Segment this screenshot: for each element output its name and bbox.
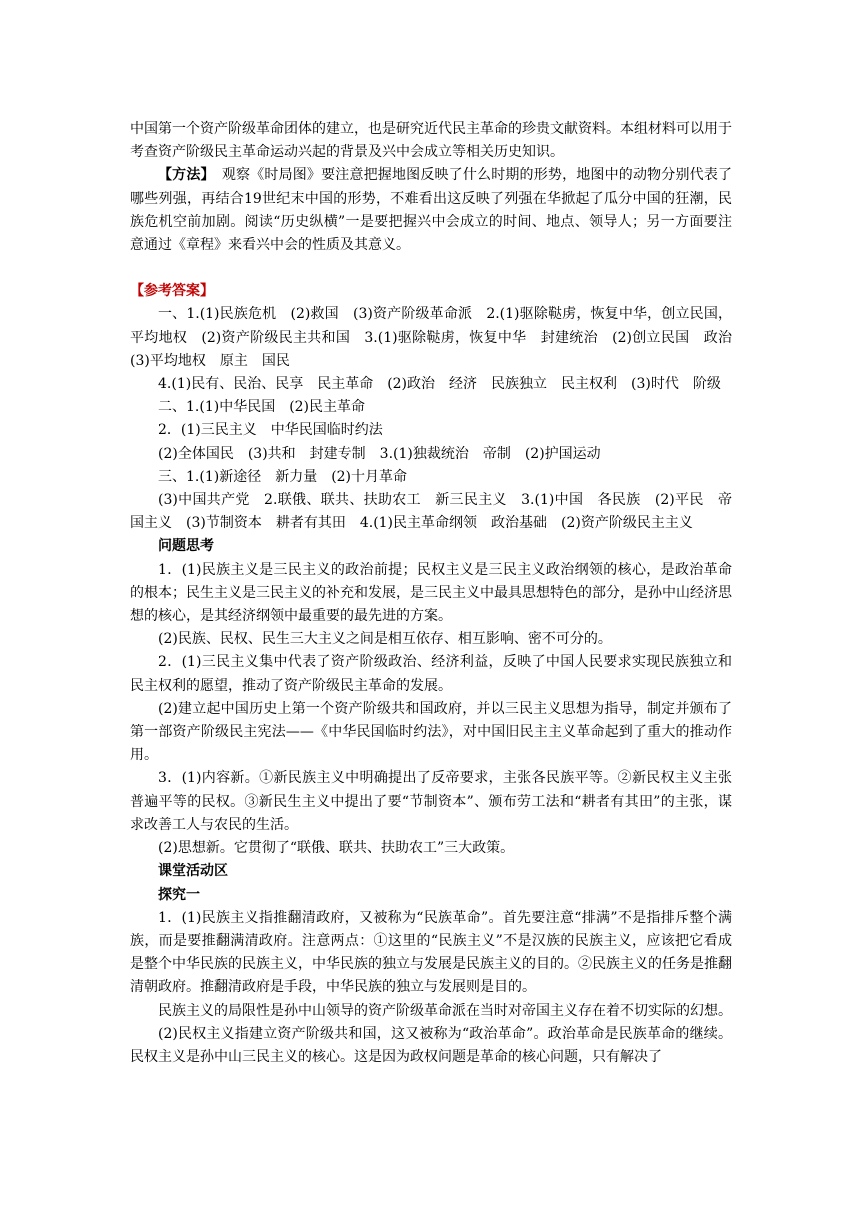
answer-section-1-item-4: 4.(1)民有、民治、民享 民主革命 (2)政治 经济 民族独立 民主权利 (3)时代 阶级: [158, 376, 721, 393]
question-answer-2b: (2)建立起中国历史上第一个资产阶级共和国政府，并以三民主义思想为指导，制定并颁布了第一部资产阶级民主宪法——《中华民国临时约法》，对中国旧民主主义革命起到了重大的推动作用。: [130, 700, 732, 764]
subheading-classroom: 课堂活动区: [158, 863, 228, 880]
answer-heading: 【参考答案】: [130, 283, 214, 300]
paragraph-intro-continuation: 中国第一个资产阶级革命团体的建立，也是研究近代民主革命的珍贵文献资料。本组材料可以用于考查资产阶级民主革命运动兴起的背景及兴中会成立等相关历史知识。: [130, 121, 732, 161]
answer-section-2-item-2b: (2)全体国民 (3)共和 封建专制 3.(1)独裁统治 帝制 (2)护国运动: [158, 445, 601, 462]
inquiry-paragraph-1: 1．(1)民族主义指推翻清政府，又被称为“民族革命”。首先要注意“排满”不是指排斥整个满族，而是要推翻满清政府。注意两点：①这里的“民族主义”不是汉族的民族主义，应该把它看成是整个中华民族的民族主义，中华民族的独立与发展是民族主义的目的。②民族主义的任务是推翻清朝政府。推翻清政府是手段，中华民族的独立与发展则是目的。: [130, 909, 732, 996]
answer-section-3-items: (3)中国共产党 2.联俄、联共、扶助农工 新三民主义 3.(1)中国 各民族 (2)平民 帝国主义 (3)节制资本 耕者有其田 4.(1)民主革命纲领 政治基础 (2)资产阶级民主主义: [130, 492, 732, 532]
inquiry-paragraph-2: 民族主义的局限性是孙中山领导的资产阶级革命派在当时对帝国主义存在着不切实际的幻想。: [158, 1002, 732, 1019]
answer-section-2: 二、1.(1)中华民国 (2)民主革命: [158, 399, 366, 416]
question-answer-1a: 1．(1)民族主义是三民主义的政治前提；民权主义是三民主义政治纲领的核心，是政治革命的根本；民生主义是三民主义的补充和发展，是三民主义中最具思想特色的部分，是孙中山经济思想的核心，是其经济纲领中最重要的最先进的方案。: [130, 561, 732, 625]
answer-section-1: 一、1.(1)民族危机 (2)救国 (3)资产阶级革命派 2.(1)驱除鞑虏，恢复中华，创立民国，平均地权 (2)资产阶级民主共和国 3.(1)驱除鞑虏，恢复中华 封建统治 (2)创立民国 政治 (3)平均地权 原主 国民: [130, 306, 746, 369]
question-answer-3b: (2)思想新。它贯彻了“联俄、联共、扶助农工”三大政策。: [158, 840, 515, 857]
question-answer-2a: 2．(1)三民主义集中代表了资产阶级政治、经济利益，反映了中国人民要求实现民族独立和民主权利的愿望，推动了资产阶级民主革命的发展。: [130, 654, 732, 694]
document-page: [130, 118, 746, 1069]
question-answer-3a: 3．(1)内容新。①新民族主义中明确提出了反帝要求，主张各民族平等。②新民权主义主张普遍平等的民权。③新民生主义中提出了要“节制资本”、颁布劳工法和“耕者有其田”的主张，谋求改善工人与农民的生活。: [130, 770, 732, 833]
answer-section-3: 三、1.(1)新途径 新力量 (2)十月革命: [158, 468, 408, 485]
paragraph-method: [130, 164, 732, 257]
method-label: 【方法】: [158, 167, 208, 184]
subheading-questions: 问题思考: [158, 538, 214, 555]
inquiry-paragraph-3: (2)民权主义指建立资产阶级共和国，这又被称为“政治革命”。政治革命是民族革命的继续。民权主义是孙中山三民主义的核心。这是因为政权问题是革命的核心问题，只有解决了: [130, 1025, 732, 1065]
question-answer-1b: (2)民族、民权、民生三大主义之间是相互依存、相互影响、密不可分的。: [158, 631, 612, 648]
subheading-inquiry-1: 探究一: [158, 886, 200, 903]
section-gap: [130, 257, 732, 280]
method-text: 观察《时局图》要注意把握地图反映了什么时期的形势，地图中的动物分别代表了哪些列强，再结合19世纪末中国的形势，不难看出这反映了列强在华掀起了瓜分中国的狂潮，民族危机空前加剧。阅读“历史纵横”一是要把握兴中会成立的时间、地点、领导人；另一方面要注意通过《章程》来看兴中会的性质及其意义。: [130, 167, 733, 254]
answer-section-2-item-2: 2．(1)三民主义 中华民国临时约法: [158, 422, 383, 439]
